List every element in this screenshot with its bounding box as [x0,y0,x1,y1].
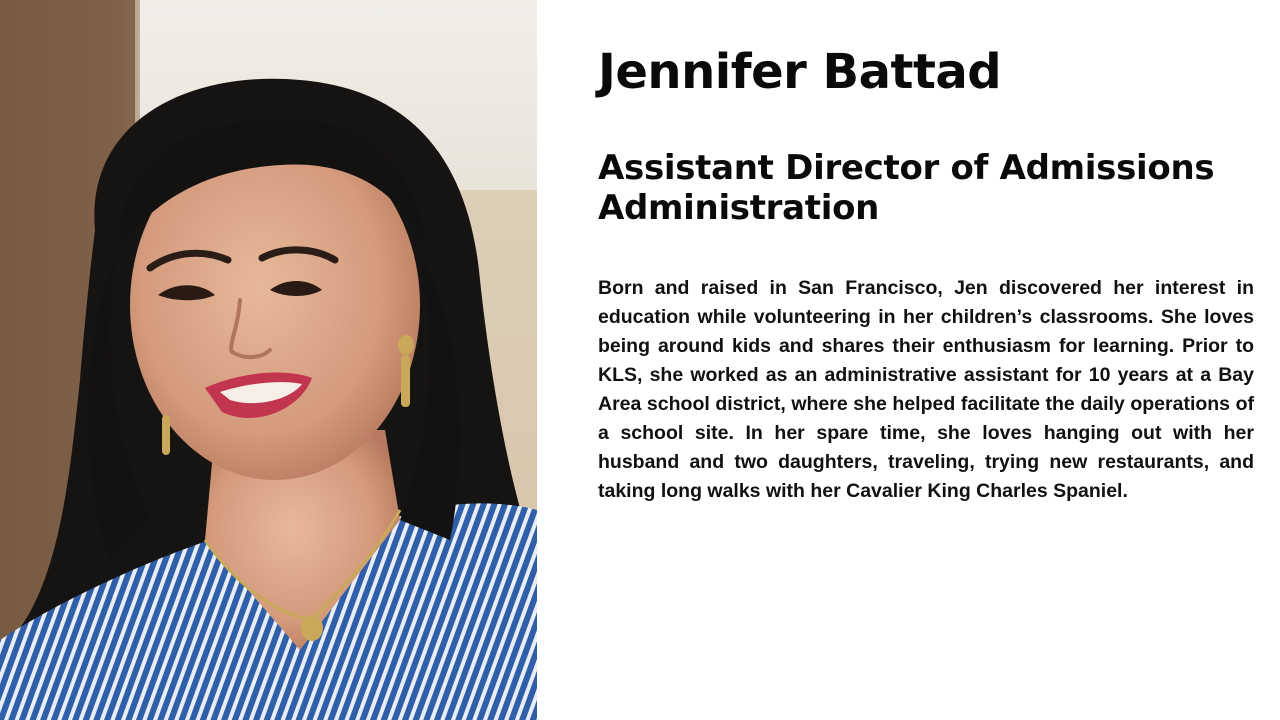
profile-text [598,0,1254,720]
left-earring-drop [162,415,170,455]
biography: Born and raised in San Francisco, Jen discovered her interest in education while volunteering in her children’s classrooms. She loves being around kids and shares their enthusiasm for learning. Prior to KLS, she worked as an administrative assistant for 10 years at a Bay Area school district, where she helped facilitate the daily operations of a school site. In her spare time, she loves hanging out with her husband and two daughters, traveling, trying new restaurants, and taking long walks with her Cavalier King Charles Spaniel. [598,277,1254,502]
portrait-illustration [0,0,537,720]
portrait-photo [0,0,537,720]
person-name: Jennifer Battad [598,44,1002,100]
job-title-line-2: Administration [598,188,880,228]
right-earring-stud [398,335,414,355]
necklace-pendant [301,615,323,641]
job-title [598,148,1254,228]
job-title-line-1: Assistant Director of Admissions [598,148,1215,188]
right-earring-drop [401,355,410,407]
